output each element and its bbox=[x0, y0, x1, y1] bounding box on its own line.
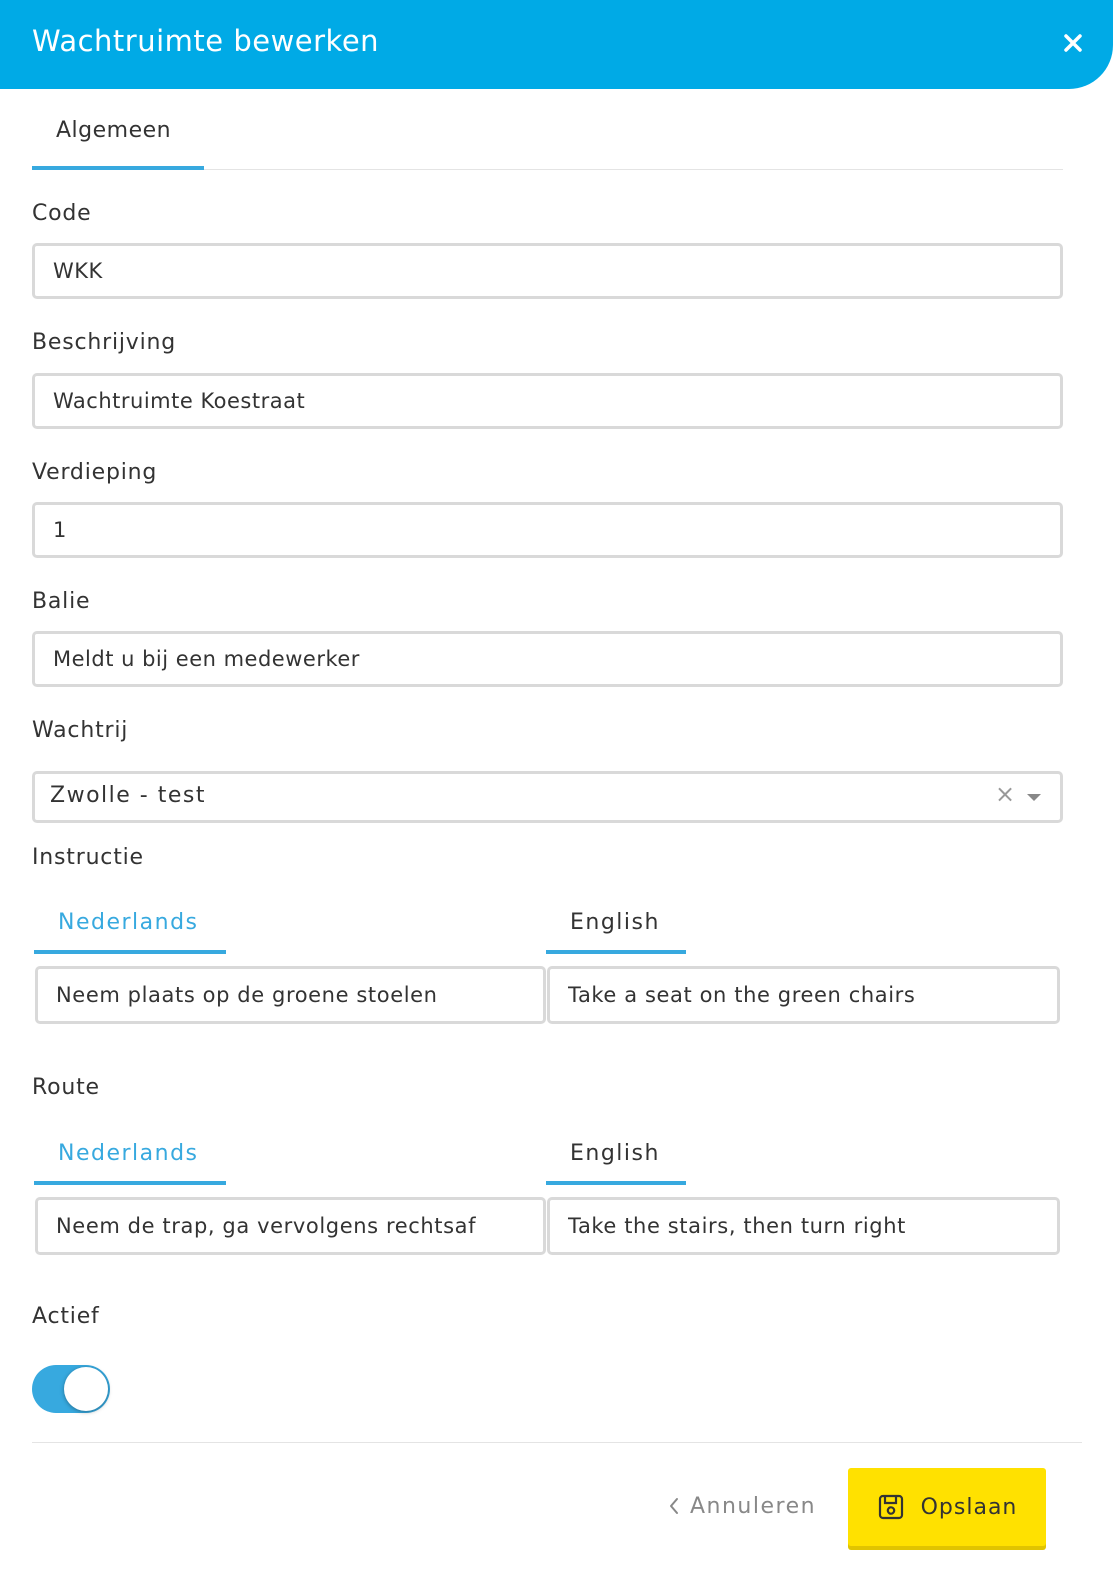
route-nl-field[interactable] bbox=[35, 1197, 546, 1255]
cancel-label: Annuleren bbox=[690, 1493, 817, 1519]
route-tab-nl[interactable]: Nederlands bbox=[34, 1127, 226, 1185]
description-field[interactable] bbox=[32, 373, 1063, 429]
modal-header bbox=[0, 0, 1113, 89]
close-icon bbox=[1064, 34, 1082, 52]
active-label: Actief bbox=[32, 1304, 100, 1329]
footer-divider bbox=[32, 1442, 1082, 1443]
instruction-label: Instructie bbox=[32, 845, 144, 870]
chevron-left-icon bbox=[668, 1496, 680, 1516]
instruction-en-field[interactable] bbox=[547, 966, 1060, 1024]
instruction-nl-field[interactable] bbox=[35, 966, 546, 1024]
active-toggle[interactable] bbox=[32, 1365, 110, 1413]
instruction-tab-nl[interactable]: Nederlands bbox=[34, 896, 226, 954]
code-label: Code bbox=[32, 201, 92, 226]
cancel-button[interactable] bbox=[668, 1486, 816, 1526]
close-button[interactable] bbox=[1058, 28, 1088, 58]
route-tab-en[interactable]: English bbox=[546, 1127, 686, 1185]
route-label: Route bbox=[32, 1075, 100, 1100]
tab-general[interactable]: Algemeen bbox=[32, 104, 204, 170]
floppy-disk-icon bbox=[877, 1493, 905, 1521]
save-label: Opslaan bbox=[920, 1494, 1018, 1520]
route-en-field[interactable] bbox=[547, 1197, 1060, 1255]
instruction-tab-en[interactable]: English bbox=[546, 896, 686, 954]
code-field[interactable] bbox=[32, 243, 1063, 299]
queue-select[interactable] bbox=[32, 771, 1063, 823]
save-button[interactable] bbox=[848, 1468, 1046, 1546]
desk-label: Balie bbox=[32, 589, 91, 614]
toggle-knob bbox=[64, 1367, 108, 1411]
chevron-down-icon[interactable] bbox=[1027, 794, 1041, 801]
modal-title: Wachtruimte bewerken bbox=[32, 24, 380, 58]
queue-label: Wachtrij bbox=[32, 718, 129, 743]
desk-field[interactable] bbox=[32, 631, 1063, 687]
description-label: Beschrijving bbox=[32, 330, 177, 355]
main-tabs bbox=[32, 104, 1063, 170]
floor-label: Verdieping bbox=[32, 460, 158, 485]
clear-icon[interactable]: × bbox=[995, 780, 1016, 808]
floor-field[interactable] bbox=[32, 502, 1063, 558]
queue-selected-value: Zwolle - test bbox=[50, 783, 206, 808]
